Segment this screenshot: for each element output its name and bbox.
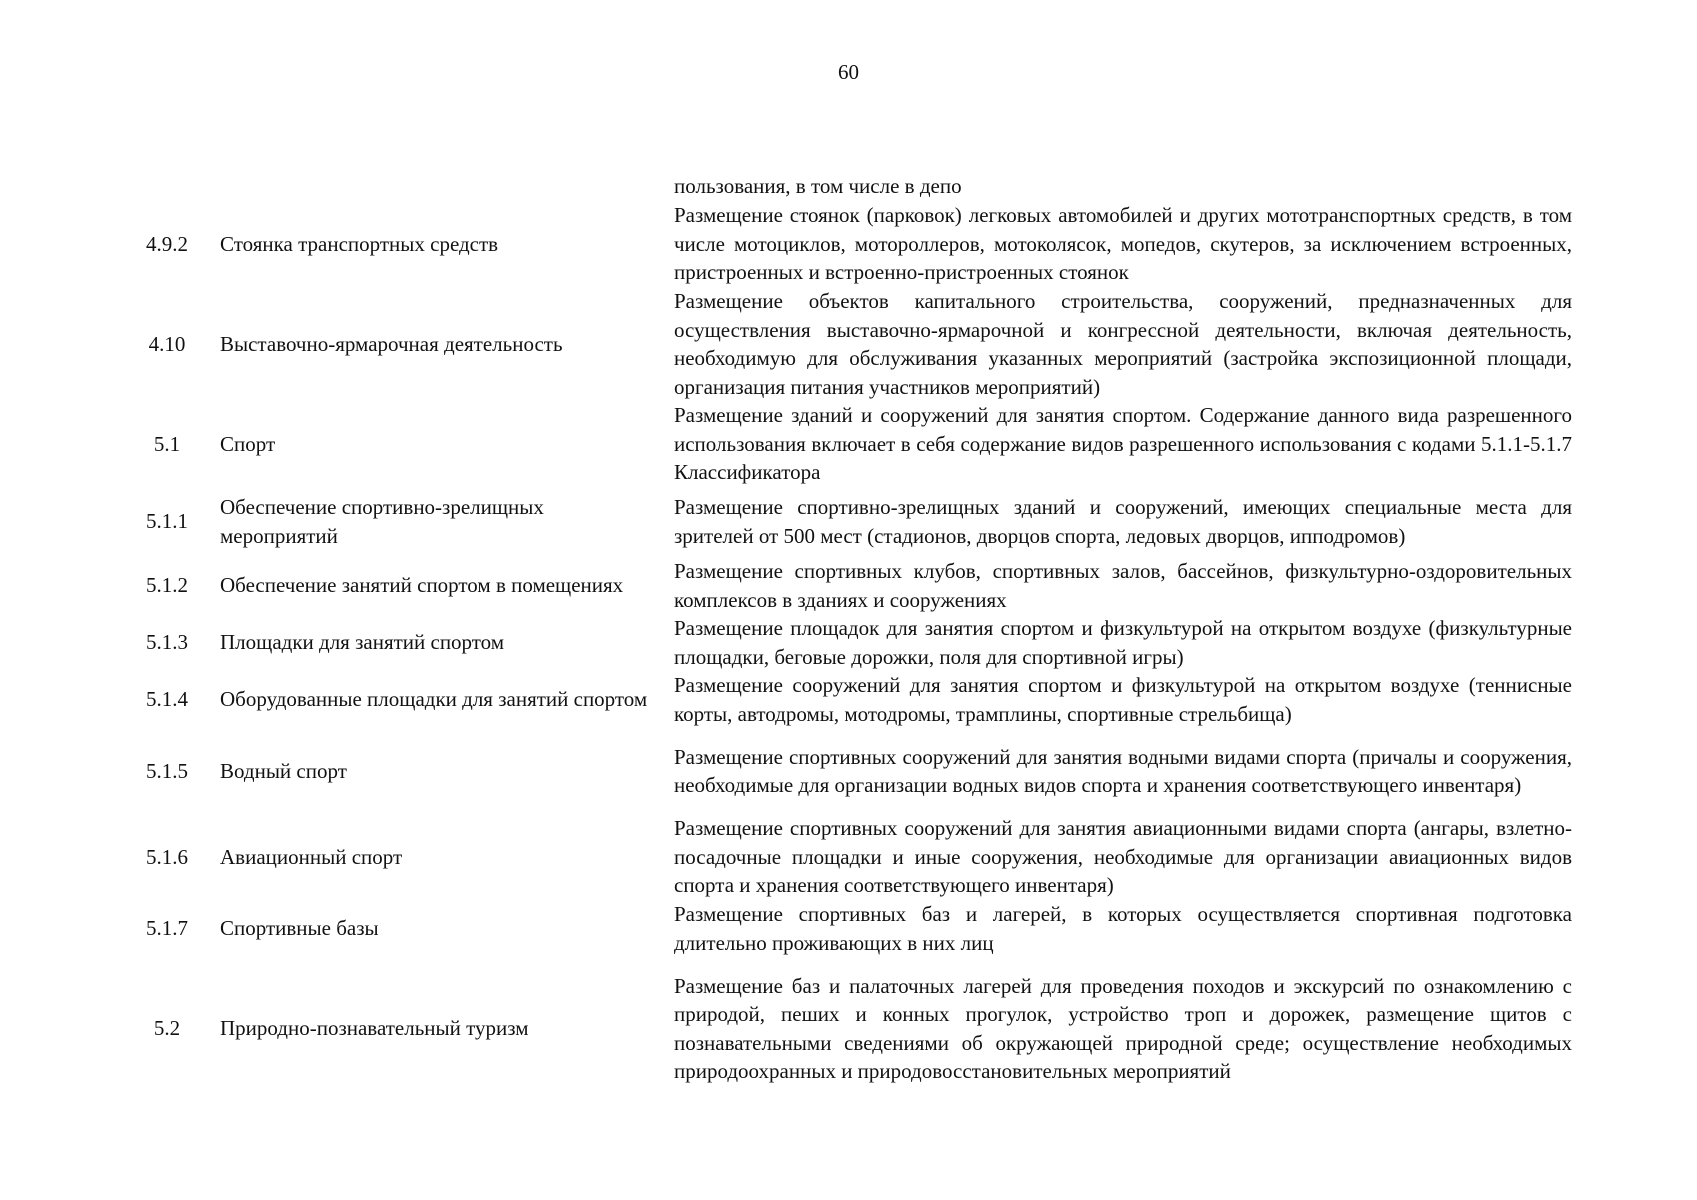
row-code: 5.1.5	[146, 758, 188, 783]
row-name: Стоянка транспортных средств	[220, 231, 499, 256]
row-description: Размещение площадок для занятия спортом и физкультурой на открытом воздухе (физкультурные площадки, беговые дорожки, поля для спортивной игры)	[674, 616, 1572, 669]
row-description: Размещение спортивных сооружений для занятия авиационными видами спорта (ангары, взлетно-посадочные площадки и иные сооружения, необходимые для организации авиационных видов спорта и хранения соответствующего инвентаря)	[674, 816, 1572, 898]
table-row	[0, 493, 1697, 550]
table-row	[0, 728, 1697, 814]
row-description: Размещение объектов капитального строительства, сооружений, предназначенных для осуществления выставочно-ярмарочной и конгрессной деятельности, включая деятельность, необходимую для обслуживания указанных мероприятий (застройка экспозиционной площади, организация питания участников мероприятий)	[674, 289, 1572, 399]
page-number: 60	[838, 60, 859, 84]
row-description: Размещение спортивных баз и лагерей, в которых осуществляется спортивная подготовка длительно проживающих в них лиц	[674, 902, 1572, 955]
table-row	[0, 671, 1697, 728]
row-code: 5.1.2	[146, 573, 188, 598]
row-name: Обеспечение спортивно-зрелищных мероприятий	[220, 495, 544, 548]
row-description: Размещение спортивных клубов, спортивных залов, бассейнов, физкультурно-оздоровительных комплексов в зданиях и сооружениях	[674, 559, 1572, 612]
row-description: Размещение спортивных сооружений для занятия водными видами спорта (причалы и сооружения, необходимые для организации водных видов спорта и хранения соответствующего инвентаря)	[674, 744, 1572, 797]
table-row	[0, 401, 1697, 487]
table-row	[0, 614, 1697, 671]
row-code: 5.1.6	[146, 844, 188, 869]
row-name: Спортивные базы	[220, 916, 379, 941]
row-code: 5.1.1	[146, 509, 188, 534]
row-code: 5.1.7	[146, 916, 188, 941]
row-name: Водный спорт	[220, 758, 347, 783]
row-name: Спорт	[220, 431, 276, 456]
row-name: Выставочно-ярмарочная деятельность	[220, 331, 563, 356]
row-description: Размещение спортивно-зрелищных зданий и сооружений, имеющих специальные места для зрителей от 500 мест (стадионов, дворцов спорта, ледовых дворцов, ипподромов)	[674, 495, 1572, 548]
row-code: 5.2	[153, 1016, 181, 1041]
table-row	[0, 201, 1697, 287]
row-code: 5.1.4	[146, 687, 188, 712]
row-name: Оборудованные площадки для занятий спортом	[220, 687, 648, 712]
table-row	[0, 957, 1697, 1100]
row-description: Размещение стоянок (парковок) легковых автомобилей и других мототранспортных средств, в том числе мотоциклов, мотороллеров, мотоколясок, мопедов, скутеров, за исключением встроенных, пристроенных и встроенно-пристроенных стоянок	[674, 203, 1572, 285]
row-name: Авиационный спорт	[220, 844, 403, 869]
row-description: Размещение зданий и сооружений для занятия спортом. Содержание данного вида разрешенного использования включает в себя содержание видов разрешенного использования с кодами 5.1.1-5.1.7 Классификатора	[674, 403, 1572, 485]
row-description: Размещение сооружений для занятия спортом и физкультурой на открытом воздухе (теннисные корты, автодромы, мотодромы, трамплины, спортивные стрельбища)	[674, 673, 1572, 726]
table-row	[0, 287, 1697, 401]
row-code: 5.1	[153, 431, 181, 456]
row-name: Природно-познавательный туризм	[220, 1016, 529, 1041]
row-name: Обеспечение занятий спортом в помещениях	[220, 573, 624, 598]
row-code: 5.1.3	[146, 630, 188, 655]
row-code: 4.10	[148, 331, 186, 356]
table-row	[0, 557, 1697, 614]
table-row	[0, 814, 1697, 900]
row-code: 4.9.2	[146, 231, 188, 256]
row-name: Площадки для занятий спортом	[220, 630, 505, 655]
table-row	[0, 900, 1697, 957]
continuation-text: пользования, в том числе в депо	[674, 174, 962, 198]
row-description: Размещение баз и палаточных лагерей для проведения походов и экскурсий по ознакомлению с природой, пеших и конных прогулок, устройство троп и дорожек, размещение щитов с познавательными сведениями об окружающей природной среде; осуществление необходимых природоохранных и природовосстановительных мероприятий	[674, 973, 1572, 1083]
